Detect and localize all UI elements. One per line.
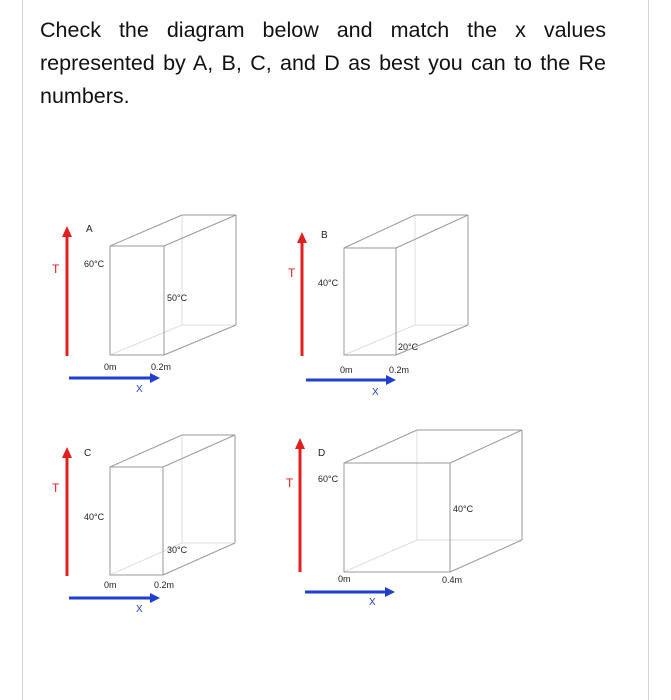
hot-temperature-label: 40°C: [84, 512, 105, 522]
question-text: Check the diagram below and match the x values represented by A, B, C, and D as best you can to the Re numbers.: [40, 18, 606, 108]
x-end-label: 0.2m: [151, 362, 172, 372]
t-axis-label: T: [52, 481, 60, 495]
hot-temperature-label: 60°C: [318, 474, 339, 484]
x-start-label: 0m: [340, 365, 353, 375]
panel-letter: B: [321, 230, 328, 241]
x-end-label: 0.4m: [442, 575, 463, 585]
x-axis-arrowhead: [150, 593, 160, 603]
x-start-label: 0m: [104, 580, 117, 590]
box-prism: [344, 215, 468, 355]
cold-temperature-label: 30°C: [167, 545, 188, 555]
panel-letter: A: [86, 224, 93, 235]
cold-temperature-label: 50°C: [167, 293, 188, 303]
t-axis-arrowhead: [295, 438, 305, 449]
x-axis-label: X: [369, 597, 376, 608]
hot-temperature-label: 40°C: [318, 278, 339, 288]
t-axis-arrowhead: [62, 226, 72, 237]
x-axis-label: X: [372, 387, 379, 398]
t-axis-arrowhead: [62, 447, 72, 458]
x-axis-arrowhead: [385, 587, 395, 597]
t-axis-arrowhead: [297, 232, 307, 243]
t-axis-label: T: [288, 266, 296, 280]
x-end-label: 0.2m: [154, 580, 175, 590]
box-prism: [110, 215, 236, 355]
x-end-label: 0.2m: [389, 365, 410, 375]
panel-a: [52, 215, 236, 395]
panel-d: [286, 430, 522, 608]
panel-letter: D: [318, 448, 326, 459]
t-axis-label: T: [286, 476, 294, 490]
panel-letter: C: [84, 448, 92, 459]
panel-c: [52, 435, 235, 615]
x-start-label: 0m: [104, 362, 117, 372]
x-start-label: 0m: [338, 574, 351, 584]
box-prism: [344, 430, 522, 572]
x-axis-label: X: [136, 384, 143, 395]
cold-temperature-label: 20°C: [398, 342, 419, 352]
t-axis-label: T: [52, 262, 60, 276]
x-axis-arrowhead: [386, 375, 396, 385]
x-axis-label: X: [136, 604, 143, 615]
x-axis-arrowhead: [150, 373, 160, 383]
hot-temperature-label: 60°C: [84, 259, 105, 269]
panel-b: [288, 215, 468, 398]
cold-temperature-label: 40°C: [453, 504, 474, 514]
